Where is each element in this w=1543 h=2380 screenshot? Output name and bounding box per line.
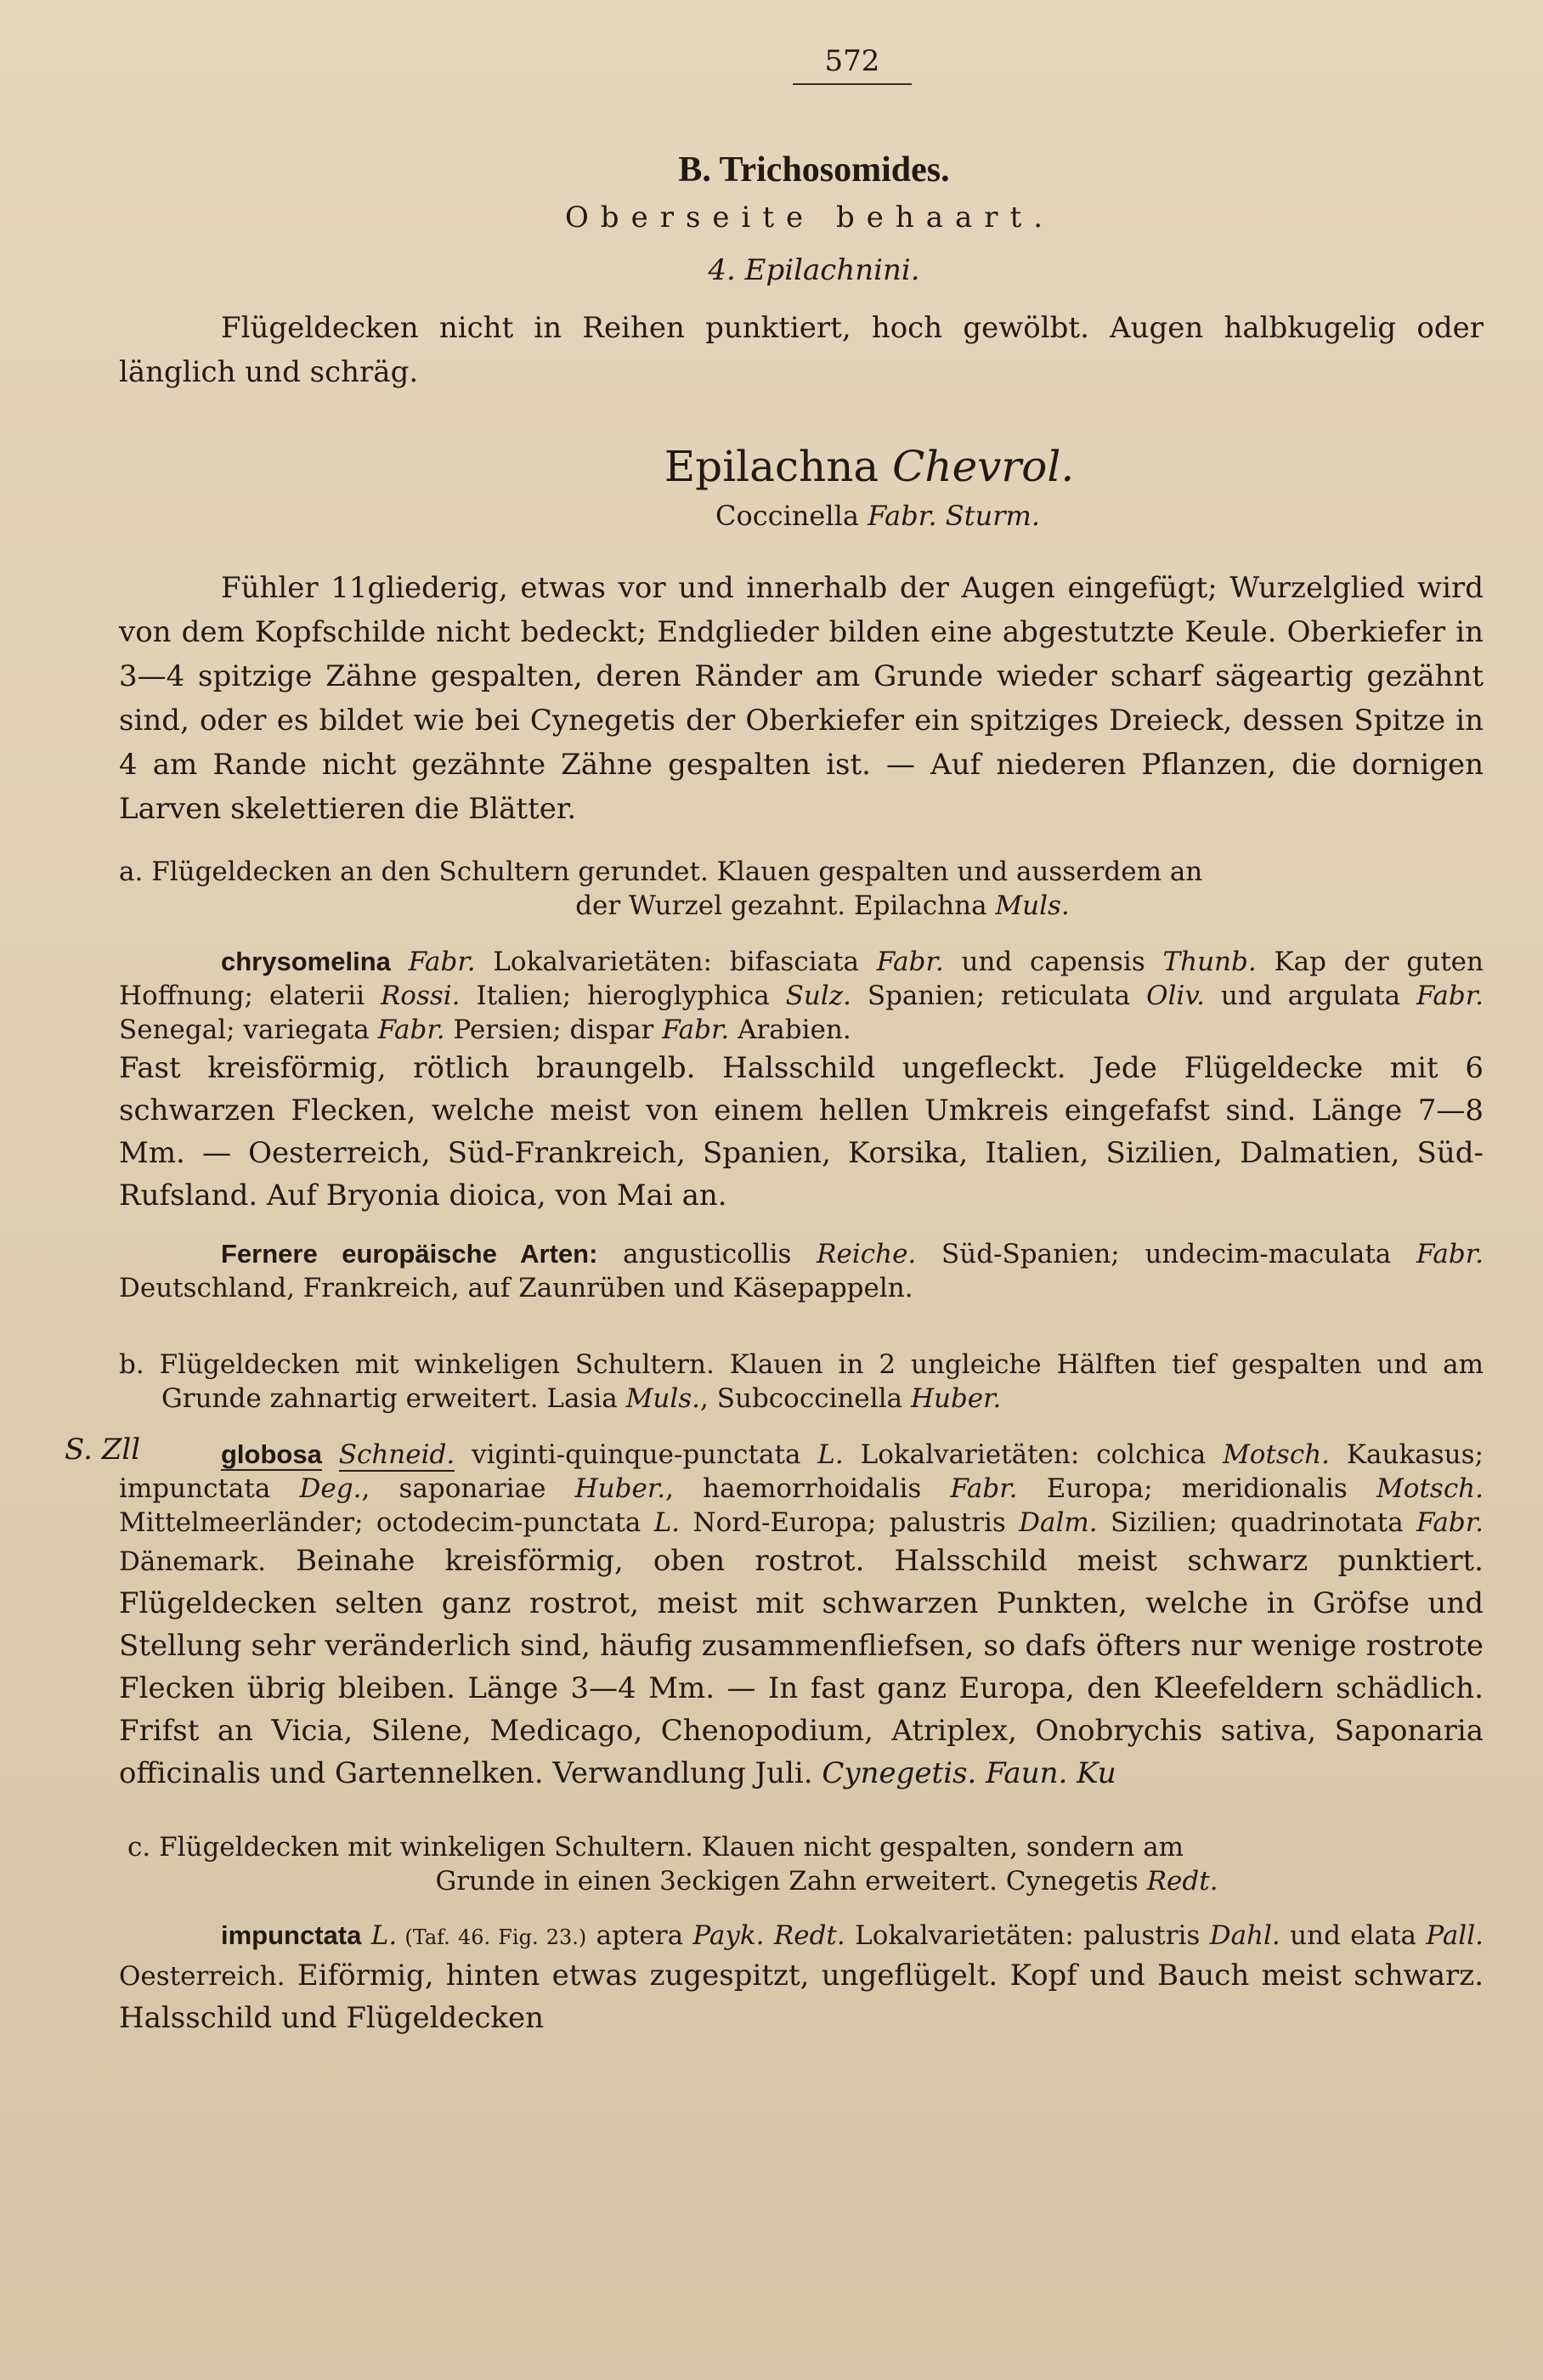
species-name: globosa (221, 1439, 322, 1469)
text: und elata (1280, 1920, 1427, 1951)
text: , Subcoccinella (700, 1383, 911, 1414)
handwritten-note: Cynegetis. Faun. Ku (822, 1756, 1116, 1790)
text: Mittelmeerländer; octodecim-punctata (119, 1507, 654, 1538)
text: Lokalvarietäten: colchica (843, 1439, 1224, 1470)
author: Oliv. (1146, 981, 1206, 1011)
species-globosa (65, 1433, 1484, 1795)
author: L. (653, 1507, 681, 1538)
text: Oesterreich. (119, 1961, 285, 1992)
text: , haemorrhoidalis (665, 1473, 951, 1504)
text: Dänemark. (119, 1546, 266, 1577)
text: Europa; meridionalis (1017, 1473, 1377, 1504)
text: und capensis (943, 947, 1163, 977)
author: Fabr. (662, 1015, 730, 1045)
text: Süd-Spanien; undecim-maculata (916, 1239, 1416, 1269)
author: Fabr. (377, 1015, 445, 1045)
tribe-description: Flügeldecken nicht in Reihen punktiert, hoch gewölbt. Augen halbkugelig oder länglich und schräg. (119, 311, 1484, 389)
key-c (119, 1830, 1484, 1898)
text: Kap der guten Hoffnung; elaterii (119, 947, 1484, 1011)
further-species-lead: Fernere europäische Arten: (221, 1239, 598, 1269)
text: Persien; dispar (444, 1015, 663, 1045)
page-number: 572 (824, 44, 880, 78)
text: Italien; hieroglyphica (460, 981, 786, 1011)
key-a-tail-author: Muls. (995, 890, 1070, 921)
text: Deutschland, Frankreich, auf Zaunrüben und Käsepappeln. (119, 1273, 913, 1303)
key-c-tail-text: Grunde in einen 3eckigen Zahn erweitert. Cynegetis (435, 1866, 1147, 1897)
key-c-text: c. Flügeldecken mit winkeligen Schultern. Klauen nicht gespalten, sondern am (127, 1832, 1184, 1863)
author: Rossi. (380, 981, 461, 1011)
author: Thunb. (1162, 947, 1257, 977)
author: Sulz. (785, 981, 851, 1011)
key-c-tail-author: Redt. (1146, 1866, 1218, 1897)
species-description: Beinahe kreisförmig, oben rostrot. Halsschild meist schwarz punktiert. Flügeldecken selten ganz rostrot, meist mit schwarzen Punkten, welche in Gröfse und Stellung sehr veränderlich sind, häufig zusammenfliefsen, so dafs öfters nur wenige rostrote Flecken übrig bleiben. Länge 3—4 Mm. — In fast ganz Europa, den Kleefeldern schädlich. Frifst an Vicia, Silene, Medicago, Chenopodium, Atriplex, Onobrychis sativa, Saponaria officinalis und Gartennelken. Verwandlung Juli. (119, 1544, 1484, 1790)
text: Sizilien; quadrinotata (1097, 1507, 1416, 1538)
species-name: chrysomelina (221, 947, 391, 976)
key-b-text: b. Flügeldecken mit winkeligen Schultern. Klauen in 2 ungleiche Hälften tief gespalten und am Grunde zahnartig erweitert. Lasia (119, 1349, 1484, 1414)
species-description: Fast kreisförmig, rötlich braungelb. Halsschild ungefleckt. Jede Flügeldecke mit 6 schwarzen Flecken, welche meist von einem hellen Umkreis eingefafst sind. Länge 7—8 Mm. — Oesterreich, Süd-Frankreich, Spanien, Korsika, Italien, Sizilien, Dalmatien, Süd-Rufsland. Auf Bryonia dioica, von Mai an. (119, 1051, 1484, 1213)
text: Nord-Europa; palustris (680, 1507, 1020, 1538)
genus-name: Epilachna (664, 442, 879, 491)
key-a-tail (161, 889, 1484, 923)
key-c-tail (170, 1864, 1484, 1898)
text: Spanien; reticulata (851, 981, 1147, 1011)
page-number-rule (793, 83, 912, 85)
text: und argulata (1205, 981, 1416, 1011)
text: angusticollis (597, 1239, 817, 1269)
genus-synonym-name: Coccinella (715, 500, 859, 532)
author: Pall. (1426, 1920, 1484, 1951)
author: Reiche. (817, 1239, 917, 1269)
key-a (119, 855, 1484, 923)
tribe-heading: 4. Epilachnini. (708, 253, 920, 287)
author: Motsch. (1223, 1439, 1331, 1470)
text: Lokalvarietäten: palustris (845, 1920, 1210, 1951)
species-description: Eiförmig, hinten etwas zugespitzt, ungeflügelt. Kopf und Bauch meist schwarz. Halsschild und Flügeldecken (119, 1959, 1484, 2035)
further-species (119, 1237, 1484, 1305)
species-author: Schneid. (338, 1439, 455, 1470)
author: Huber. (910, 1383, 1002, 1414)
author: Fabr. (950, 1473, 1018, 1504)
genus-synonym-authors: Fabr. Sturm. (868, 500, 1040, 532)
author: Muls. (625, 1383, 701, 1414)
author: Dahl. (1209, 1920, 1280, 1951)
author: Dalm. (1019, 1507, 1098, 1538)
author: Fabr. (1416, 981, 1484, 1011)
species-author: Fabr. (408, 947, 476, 977)
genus-title (119, 442, 1484, 491)
author: Fabr. (876, 947, 944, 977)
text: viginti-quinque-punctata (455, 1439, 818, 1470)
section-subheading: Oberseite behaart. (564, 201, 1055, 235)
species-chrysomelina (119, 945, 1484, 1217)
author: Payk. Redt. (692, 1920, 845, 1951)
key-a-tail-text: der Wurzel gezahnt. Epilachna (575, 890, 996, 921)
author: Huber. (574, 1473, 666, 1504)
text: Senegal; variegata (119, 1015, 378, 1045)
species-name: impunctata (221, 1920, 362, 1950)
author: Fabr. (1416, 1507, 1484, 1538)
section-heading: B. Trichosomides. (678, 150, 950, 189)
text: aptera (586, 1920, 693, 1951)
text: Kaukasus; impunctata (119, 1439, 1484, 1504)
text: , saponariae (361, 1473, 575, 1504)
species-author: L. (370, 1920, 398, 1951)
key-a-text: a. Flügeldecken an den Schultern gerundet. Klauen gespalten und ausserdem an (119, 856, 1203, 887)
margin-annotation: S. Zll (65, 1433, 141, 1467)
text: Lokalvarietäten: bifasciata (475, 947, 877, 977)
author: Motsch. (1376, 1473, 1484, 1504)
author: Fabr. (1416, 1239, 1484, 1269)
plate-reference: (Taf. 46. Fig. 23.) (397, 1925, 587, 1949)
genus-author: Chevrol. (892, 442, 1075, 491)
genus-description: Fühler 11gliederig, etwas vor und innerhalb der Augen eingefügt; Wurzelglied wird von dem Kopfschilde nicht bedeckt; Endglieder bilden eine abgestutzte Keule. Oberkiefer in 3—4 spitzige Zähne gespalten, deren Ränder am Grunde wieder scharf sägeartig gezähnt sind, oder es bildet wie bei Cynegetis der Oberkiefer ein spitziges Dreieck, dessen Spitze in 4 am Rande nicht gezähnte Zähne gespalten ist. — Auf niederen Pflanzen, die dornigen Larven skelettieren die Blätter. (119, 571, 1484, 826)
author: L. (817, 1439, 844, 1470)
key-b (119, 1348, 1484, 1416)
species-impunctata (119, 1919, 1484, 2039)
text: Arabien. (729, 1015, 851, 1045)
author: Deg. (299, 1473, 362, 1504)
genus-synonym (119, 500, 1484, 532)
